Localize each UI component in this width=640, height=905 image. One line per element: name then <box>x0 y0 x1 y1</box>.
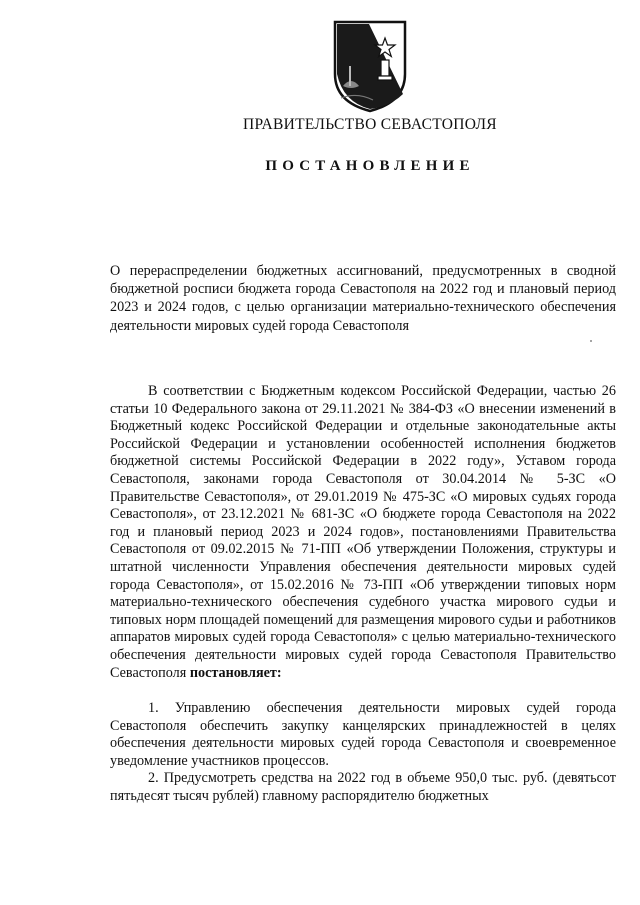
scan-speck <box>590 340 592 342</box>
document-subject: О перераспределении бюджетных ассигнований, предусмотренных в сводной бюджетной росписи бюджета города Севастополя на 2022 год и плановый период 2023 и 2024 годов, с целью организации материально-технического обеспечения деятельности мировых судей города Севастополя <box>110 263 616 334</box>
document-type: ПОСТАНОВЛЕНИЕ <box>265 158 475 174</box>
resolution-item-2: 2. Предусмотреть средства на 2022 год в объеме 950,0 тыс. руб. (девятьсот пятьдесят тысяч рублей) главному распорядителю бюджетных <box>110 770 616 805</box>
sevastopol-coat-of-arms-icon <box>329 16 411 114</box>
preamble-text: В соответствии с Бюджетным кодексом Российской Федерации, частью 26 статьи 10 Федерального закона от 29.11.2021 № 384-ФЗ «О внесении изменений в Бюджетный кодекс Российской Федерации и отдельные законодательные акты Российской Федерации и установлении особенностей исполнения бюджетов бюджетной системы Российской Федерации в 2022 году», Уставом города Севастополя, законами города Севастополя от 30.04.2014 № 5-ЗС «О Правительстве Севастополя», от 29.01.2019 № 475-ЗС «О мировых судьях города Севастополя», от 23.12.2021 № 681-ЗС «О бюджете города Севастополя на 2022 год и плановый период 2023 и 2024 годов», постановлениями Правительства Севастополя от 09.02.2015 № 71-ПП «Об утверждении Положения, структуры и штатной численности Управления обеспечения деятельности мировых судей города Севастополя», от 15.02.2016 № 73-ПП «Об утверждении типовых норм материально-технического обеспечения судебного участка мирового судьи и типовых норм площадей помещений для размещения мирового судьи и работников аппаратов мировых судей города Севастополя» с целью материально-технического обеспечения деятельности мировых судей города Севастополя Правительство Севастополя <box>110 383 616 681</box>
resolution-item-1: 1. Управлению обеспечения деятельности мировых судей города Севастополя обеспечить закупку канцелярских принадлежностей в целях обеспечения деятельности мировых судей города Севастополя и своевременное уведомление участников процессов. <box>110 700 616 769</box>
document-body <box>110 383 616 806</box>
government-title: ПРАВИТЕЛЬСТВО СЕВАСТОПОЛЯ <box>243 116 497 133</box>
resolves-keyword: постановляет: <box>189 664 282 681</box>
paragraph-gap <box>110 682 616 700</box>
preamble-paragraph <box>110 383 616 682</box>
